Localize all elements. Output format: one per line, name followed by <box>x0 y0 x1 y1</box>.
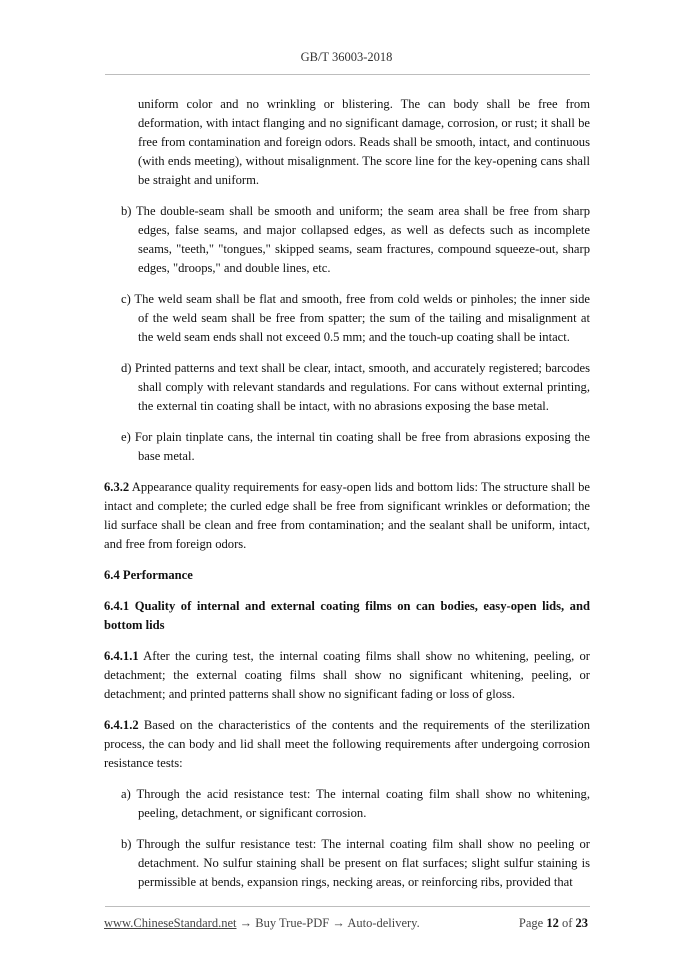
section-number: 6.4.1.1 <box>104 649 139 663</box>
of-label: of <box>561 916 573 930</box>
section-6-4-1-1 <box>104 647 590 704</box>
heading-6-4: 6.4 Performance <box>104 568 193 582</box>
page-number: 12 <box>546 916 559 930</box>
delivery-text: Auto-delivery. <box>347 916 420 930</box>
heading-6-4-1: 6.4.1 Quality of internal and external coating films on can bodies, easy-open lids, and bottom lids <box>104 599 590 632</box>
list-item-c: c) The weld seam shall be flat and smooth, free from cold welds or pinholes; the inner side of the weld seam shall be free from spatter; the sum of the tailing and misalignment at the weld seam ends shall not exceed 0.5 mm; and the touch-up coating shall be intact. <box>121 292 590 344</box>
section-text: After the curing test, the internal coating films shall show no whitening, peeling, or detachment; the external coating films shall show no significant whitening, peeling, or detachment; and printed patterns shall show no significant fading or loss of gloss. <box>104 649 590 701</box>
page-total: 23 <box>575 916 588 930</box>
document-id: GB/T 36003-2018 <box>300 50 393 64</box>
buy-text: Buy True-PDF <box>255 916 330 930</box>
section-number: 6.4.1.2 <box>104 718 139 732</box>
list-item-d: d) Printed patterns and text shall be clear, intact, smooth, and accurately registered; barcodes shall comply with relevant standards and regulations. For cans without external printing, the external tin coating shall be intact, with no abrasions exposing the base metal. <box>121 361 590 413</box>
page-label: Page <box>518 916 544 930</box>
section-number: 6.3.2 <box>104 480 130 494</box>
continued-paragraph: uniform color and no wrinkling or blistering. The can body shall be free from deformation, with intact flanging and no significant damage, corrosion, or rust; it shall be free from contamination and foreign odors. Reads shall be smooth, intact, and continuous (with ends meeting), without misalignment. The score line for the key-opening cans shall be straight and uniform. <box>138 97 590 187</box>
footer-divider <box>105 906 590 907</box>
section-text: Based on the characteristics of the contents and the requirements of the sterilization process, the can body and lid shall meet the following requirements after undergoing corrosion resistance tests: <box>104 718 590 770</box>
arrow-icon: → <box>236 916 256 930</box>
page-content <box>104 95 590 892</box>
section-6-3-2 <box>104 478 590 554</box>
header-divider <box>105 74 590 75</box>
page-indicator <box>519 916 588 931</box>
footer-promo <box>104 916 420 931</box>
list-item-b: b) The double-seam shall be smooth and uniform; the seam area shall be free from sharp edges, false seams, and major collapsed edges, as well as defects such as incomplete seams, "teeth," "tongues," skipped seams, seam fractures, compound squeeze-out, sharp edges, "droops," and double lines, etc. <box>121 204 590 275</box>
list-item-e: e) For plain tinplate cans, the internal tin coating shall be free from abrasions exposing the base metal. <box>121 430 590 463</box>
arrow-icon: → <box>329 916 348 930</box>
sub-item-b: b) Through the sulfur resistance test: The internal coating film shall show no peeling or detachment. No sulfur staining shall be present on flat surfaces; slight sulfur staining is permissible at bends, expansion rings, necking areas, or reinforcing ribs, provided that <box>121 837 590 889</box>
sub-item-a: a) Through the acid resistance test: The internal coating film shall show no whitening, peeling, detachment, or significant corrosion. <box>121 787 590 820</box>
document-header <box>0 50 693 65</box>
website-link[interactable]: www.ChineseStandard.net <box>104 916 237 930</box>
section-text: Appearance quality requirements for easy-open lids and bottom lids: The structure shall be intact and complete; the curled edge shall be free from significant wrinkles or deformation; the lid surface shall be clean and free from contamination; and the sealant shall be uniform, intact, and free from foreign odors. <box>104 480 590 551</box>
section-6-4-1-2 <box>104 716 590 773</box>
